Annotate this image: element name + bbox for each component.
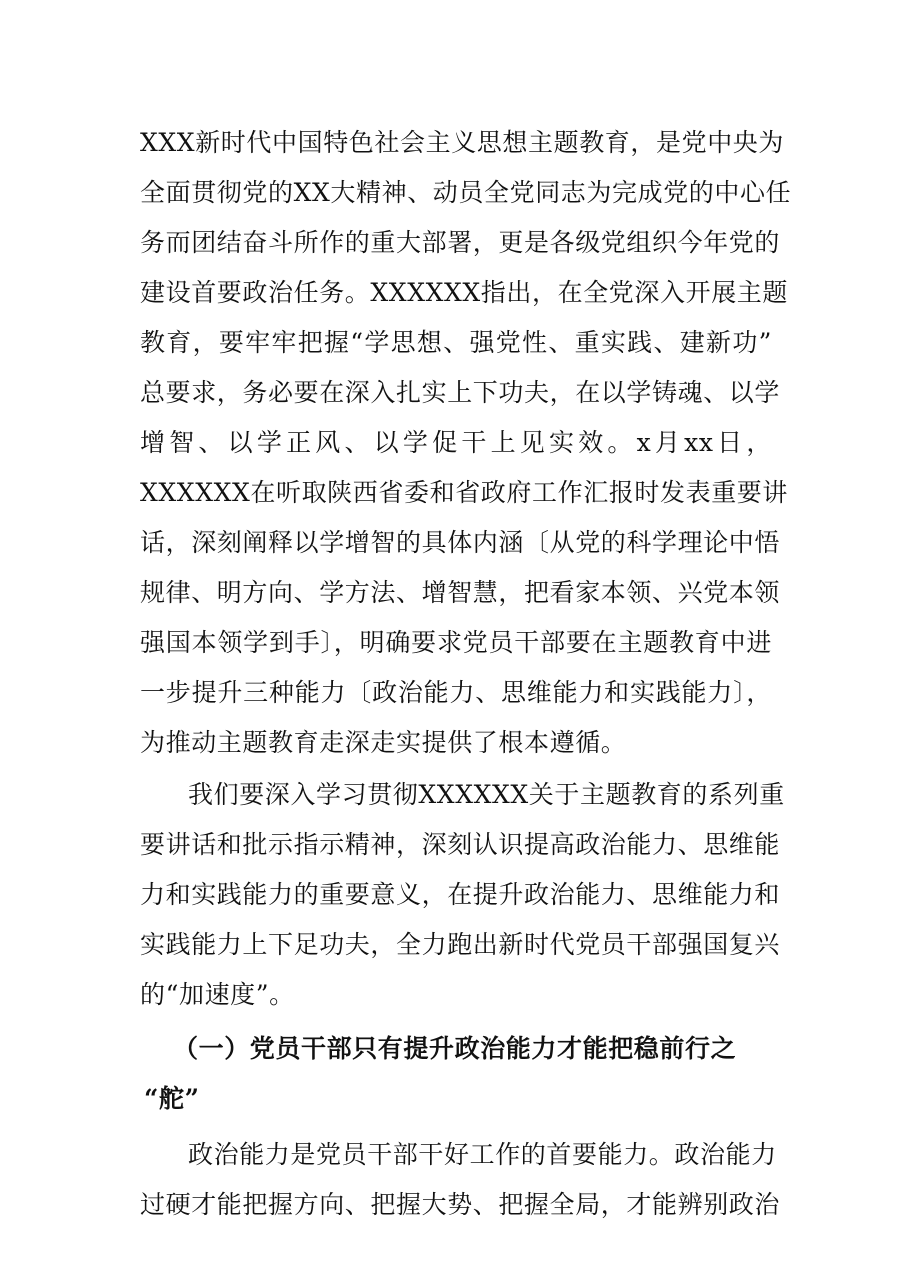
paragraph-line: 我们要深入学习贯彻XXXXXX关于主题教育的系列重 bbox=[188, 780, 785, 809]
paragraph-line: 务而团结奋斗所作的重大部署，更是各级党组织今年党的 bbox=[140, 228, 781, 257]
paragraph-line: 建设首要政治任务。XXXXXX指出，在全党深入开展主题 bbox=[140, 278, 788, 307]
paragraph-line: 为推动主题教育走深走实提供了根本遵循。 bbox=[140, 728, 627, 757]
paragraph-line: 实践能力上下足功夫，全力跑出新时代党员干部强国复兴 bbox=[140, 930, 781, 959]
paragraph-line: 话，深刻阐释以学增智的具体内涵〔从党的科学理论中悟 bbox=[140, 528, 781, 557]
paragraph-line: 教育，要牢牢把握“学思想、强党性、重实践、建新功” bbox=[140, 328, 772, 357]
paragraph-line: 强国本领学到手〕，明确要求党员干部要在主题教育中进 bbox=[140, 628, 772, 657]
paragraph-line: 总要求，务必要在深入扎实上下功夫，在以学铸魂、以学 bbox=[140, 378, 781, 407]
paragraph-line: XXX新时代中国特色社会主义思想主题教育，是党中央为 bbox=[140, 128, 784, 157]
paragraph-line: 政治能力是党员干部干好工作的首要能力。政治能力 bbox=[188, 1140, 777, 1169]
paragraph-line: 要讲话和批示指示精神，深刻认识提高政治能力、思维能 bbox=[140, 830, 781, 859]
paragraph-line: 规律、明方向、学方法、增智慧，把看家本领、兴党本领 bbox=[140, 578, 781, 607]
paragraph-line: 一步提升三种能力〔政治能力、思维能力和实践能力〕， bbox=[140, 678, 772, 707]
paragraph-line: 全面贯彻党的XX大精神、动员全党同志为完成党的中心任 bbox=[140, 178, 792, 207]
paragraph-line: XXXXXX在听取陕西省委和省政府工作汇报时发表重要讲 bbox=[140, 478, 788, 507]
paragraph-line: 增智、以学正风、以学促干上见实效。x月xx日， bbox=[140, 428, 772, 457]
heading-line: “舵” bbox=[144, 1084, 200, 1113]
paragraph-line: 力和实践能力的重要意义，在提升政治能力、思维能力和 bbox=[140, 880, 781, 909]
heading-line: （一）党员干部只有提升政治能力才能把稳前行之 bbox=[173, 1034, 737, 1063]
paragraph-line: 过硬才能把握方向、把握大势、把握全局，才能辨别政治 bbox=[140, 1190, 781, 1219]
paragraph-line: 的“加速度”。 bbox=[140, 980, 295, 1009]
